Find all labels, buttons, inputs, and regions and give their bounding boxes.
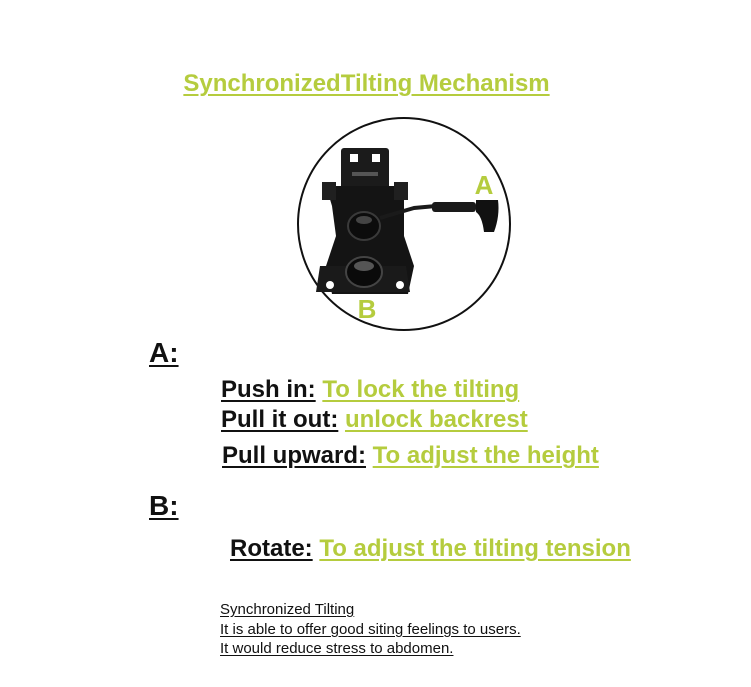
note-line bbox=[220, 640, 453, 657]
note-text: It would reduce stress to abdomen. bbox=[220, 640, 454, 657]
section-a-item bbox=[221, 376, 519, 404]
item-description: unlock backrest bbox=[344, 406, 528, 433]
note-text: It is able to offer good siting feelings to users. bbox=[220, 621, 521, 638]
title-text: SynchronizedTilting Mechanism bbox=[183, 70, 550, 97]
top-plate-slot bbox=[352, 172, 378, 176]
item-description: To lock the tilting bbox=[322, 376, 520, 403]
lever-arm bbox=[432, 202, 476, 212]
lower-hole-right bbox=[396, 281, 404, 289]
label-a: A bbox=[474, 170, 494, 200]
top-plate-hole-left bbox=[350, 154, 358, 162]
item-description: To adjust the height bbox=[372, 442, 599, 469]
section-a-heading: A: bbox=[149, 337, 179, 368]
mechanism-illustration bbox=[296, 116, 512, 332]
label-b: B bbox=[357, 294, 377, 324]
section-a-item bbox=[222, 442, 599, 470]
item-action: Push in: bbox=[221, 376, 316, 403]
note-line bbox=[220, 621, 521, 638]
lower-hole-left bbox=[326, 281, 334, 289]
left-bracket bbox=[322, 182, 336, 200]
tension-knob-highlight bbox=[354, 261, 374, 271]
mechanism-diagram bbox=[296, 116, 512, 332]
item-action: Rotate: bbox=[230, 535, 313, 562]
section-a-item bbox=[221, 406, 528, 434]
section-b-item bbox=[230, 535, 631, 563]
note-line bbox=[220, 601, 354, 618]
page-title bbox=[0, 70, 751, 98]
item-action: Pull upward: bbox=[222, 442, 366, 469]
section-b-heading: B: bbox=[149, 490, 179, 521]
top-plate-hole-right bbox=[372, 154, 380, 162]
note-heading: Synchronized Tilting bbox=[220, 601, 355, 618]
center-knob-highlight bbox=[356, 216, 372, 224]
item-action: Pull it out: bbox=[221, 406, 339, 433]
right-bracket bbox=[394, 182, 408, 200]
item-description: To adjust the tilting tension bbox=[319, 535, 631, 562]
